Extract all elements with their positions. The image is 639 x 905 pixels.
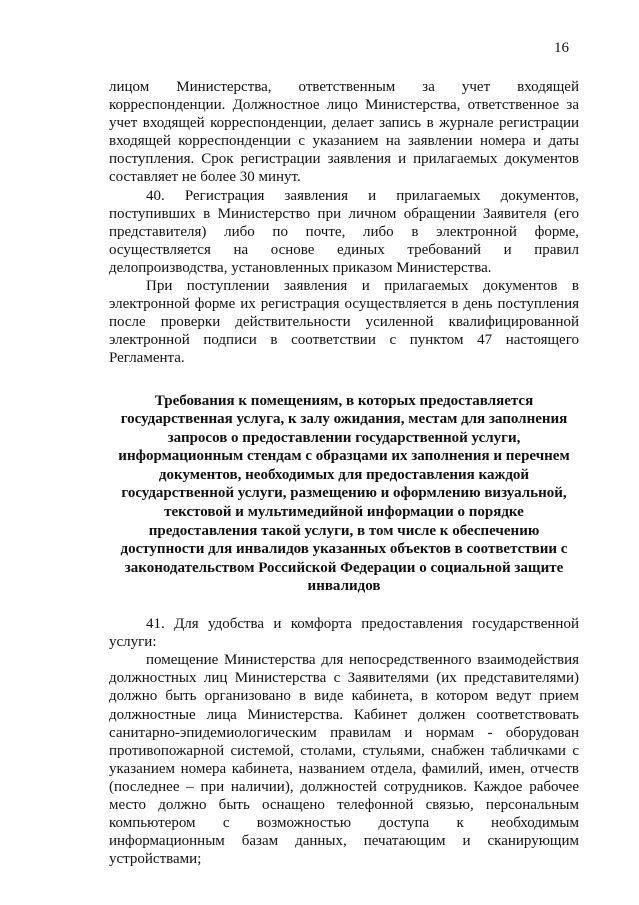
document-body — [109, 78, 579, 868]
page-number: 16 — [554, 40, 569, 56]
paragraph-41-comfort: 41. Для удобства и комфорта предоставления государственной услуги: — [109, 616, 579, 651]
section-heading: Требования к помещениям, в которых предоставляется государственная услуга, к залу ожидания, местам для заполнения запросов о предоставлении государственной услуги, информационным стендам с образцами их заполнения и перечнем документов, необходимых для предоставления каждой государственной услуги, размещению и оформлению визуальной, текстовой и мультимедийной информации о порядке предоставления такой услуги, в том числе к обеспечению доступности для инвалидов указанных объектов в соответствии с законодательством Российской Федерации о социальной защите инвалидов — [118, 392, 570, 595]
spacer — [109, 368, 579, 392]
paragraph-registration-responsible: лицом Министерства, ответственным за учет входящей корреспонденции. Должностное лицо Министерства, ответственное за учет входящей корреспонденции, делает запись в журнале регистрации входящей корреспонденции с указанием на заявлении номера и даты поступления. Срок регистрации заявления и прилагаемых документов составляет не более 30 минут. — [109, 79, 579, 186]
paragraph-office-premises: помещение Министерства для непосредственного взаимодействия должностных лиц Министерства с Заявителями (их представителями) должно быть организовано в виде кабинета, в котором ведут прием должностные лица Министерства. Кабинет должен соответствовать санитарно-эпидемиологическим правилам и нормам - оборудован противопожарной системой, столами, стульями, снабжен табличками с указанием номера кабинета, названием отдела, фамилий, имен, отчеств (последнее – при наличии), должностей сотрудников. Каждое рабочее место должно быть оснащено телефонной связью, персональным компьютером с возможностью доступа к необходимым информационным базам данных, печатающим и сканирующим устройствами; — [109, 652, 579, 868]
spacer — [109, 596, 579, 615]
paragraph-40-registration: 40. Регистрация заявления и прилагаемых документов, поступивших в Министерство при личном обращении Заявителя (его представителя) либо по почте, либо в электронной форме, осуществляется на основе единых требований и правил делопроизводства, установленных приказом Министерства. — [109, 187, 579, 276]
paragraph-electronic-registration: При поступлении заявления и прилагаемых документов в электронной форме их регистрация осуществляется в день поступления после проверки действительности усиленной квалифицированной электронной подписи в соответствии с пунктом 47 настоящего Регламента. — [109, 278, 579, 367]
